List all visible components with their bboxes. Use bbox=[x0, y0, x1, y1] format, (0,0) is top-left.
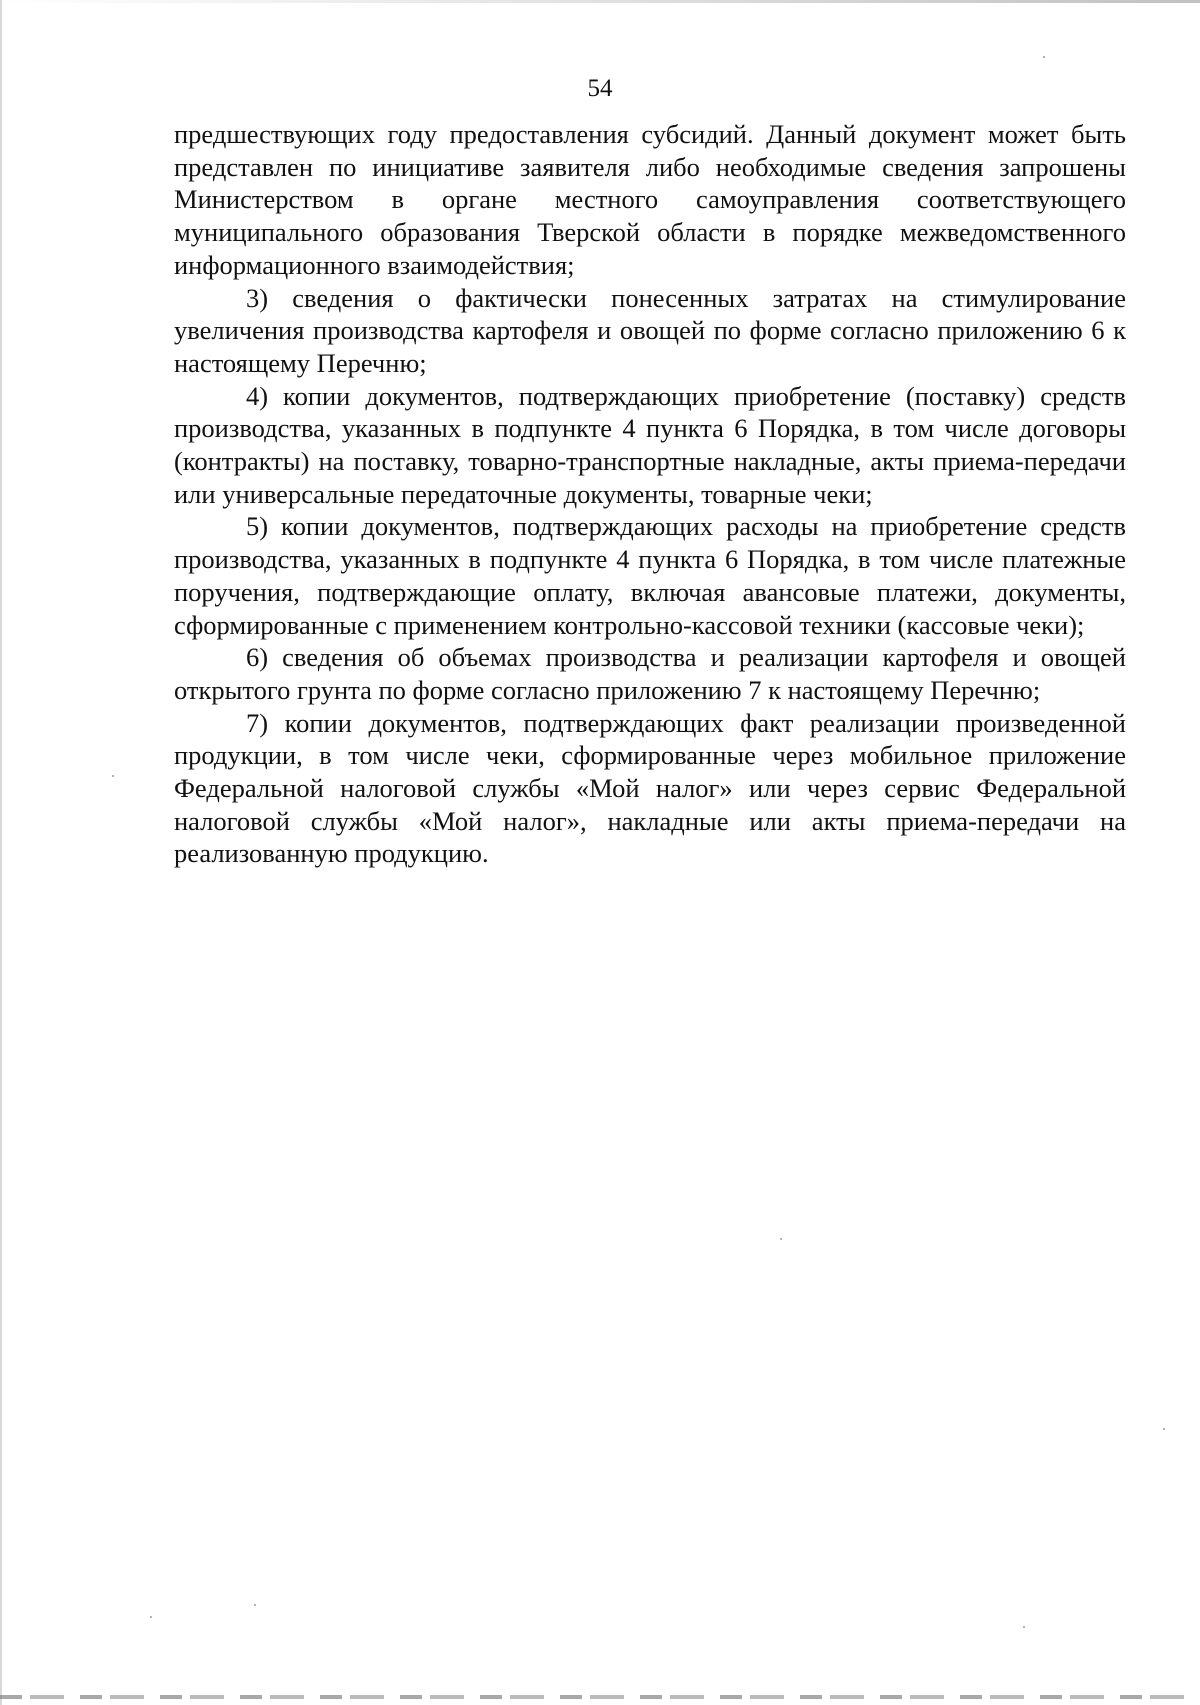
document-body bbox=[174, 118, 1126, 870]
paragraph-item-6: 6) сведения об объемах производства и реализации картофеля и овощей открытого грунта по форме согласно приложению 7 к настоящему Перечню; bbox=[174, 642, 1126, 705]
paragraph-item-5: 5) копии документов, подтверждающих расходы на приобретение средств производства, указанных в подпункте 4 пункта 6 Порядка, в том числе платежные поручения, подтверждающие оплату, включая авансовые платежи, документы, сформированные с применением контрольно-кассовой техники (кассовые чеки); bbox=[174, 511, 1126, 640]
page-number: 54 bbox=[587, 75, 613, 102]
scan-speck bbox=[150, 1616, 152, 1618]
scan-edge-left bbox=[0, 0, 2, 1705]
paragraph-item-3: 3) сведения о фактически понесенных затратах на стимулирование увеличения производства картофеля и овощей по форме согласно приложению 6 к настоящему Перечню; bbox=[174, 282, 1126, 378]
scan-speck bbox=[780, 1238, 782, 1240]
scan-speck bbox=[1043, 56, 1045, 58]
scan-speck bbox=[1023, 1626, 1025, 1628]
scan-speck bbox=[112, 775, 114, 777]
scan-edge-bottom bbox=[0, 1695, 1200, 1699]
paragraph-continuation: предшествующих году предоставления субсидий. Данный документ может быть представлен по инициативе заявителя либо необходимые сведения запрошены Министерством в органе местного самоуправления соответствующего муниципального образования Тверской области в порядке межведомственного информационного взаимодействия; bbox=[174, 119, 1126, 280]
paragraph-item-7: 7) копии документов, подтверждающих факт реализации произведенной продукции, в том числе чеки, сформированные через мобильное приложение Федеральной налоговой службы «Мой налог» или через сервис Федеральной налоговой службы «Мой налог», накладные или акты приема-передачи на реализованную продукцию. bbox=[174, 707, 1126, 869]
scan-speck bbox=[1163, 1428, 1165, 1430]
paragraph-item-4: 4) копии документов, подтверждающих приобретение (поставку) средств производства, указанных в подпункте 4 пункта 6 Порядка, в том числе договоры (контракты) на поставку, товарно-транспортные накладные, акты приема-передачи или универсальные передаточные документы, товарные чеки; bbox=[174, 380, 1126, 509]
scan-edge-top bbox=[0, 0, 1200, 3]
scan-speck bbox=[254, 1604, 256, 1606]
